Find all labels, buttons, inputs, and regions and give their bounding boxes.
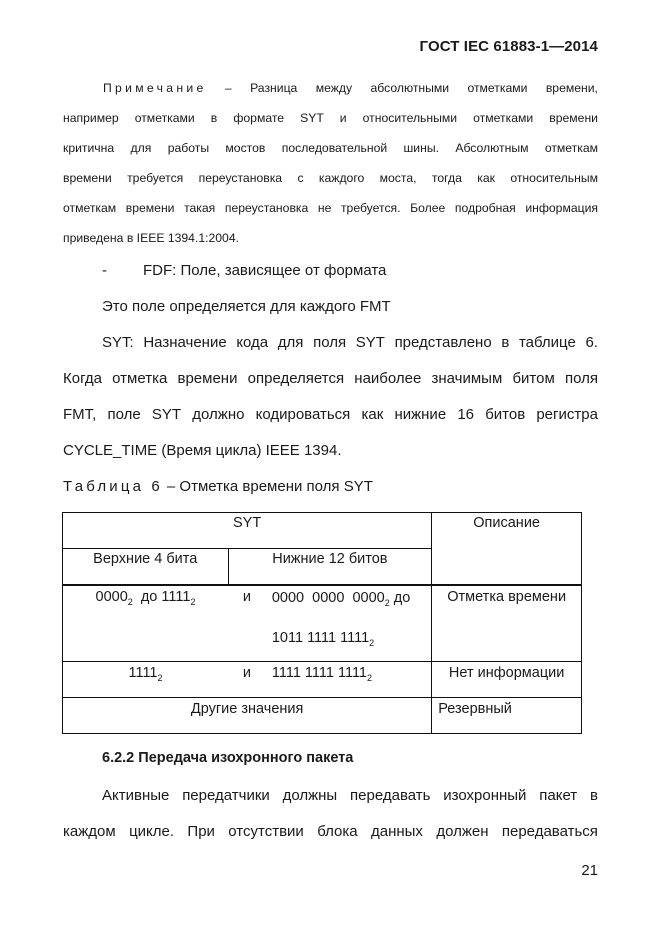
word: в xyxy=(590,787,598,804)
header-upper-bits: Верхние 4 бита xyxy=(63,549,229,585)
page-number: 21 xyxy=(581,862,598,879)
note-line-4: времени требуется переустановка с каждого моста, тогда как относительным xyxy=(63,171,598,185)
table-caption-label: Таблица xyxy=(63,478,145,495)
word: поле xyxy=(107,406,141,423)
syt-paragraph xyxy=(63,325,598,469)
table-row xyxy=(63,585,582,662)
final-para-line-1 xyxy=(63,778,598,814)
word: должны xyxy=(282,787,338,804)
note-label: Примечание xyxy=(103,81,207,95)
cell-description: Отметка времени xyxy=(432,585,582,662)
header-lower-bits: Нижние 12 битов xyxy=(228,549,432,585)
word: изохронный xyxy=(443,787,527,804)
word: битом xyxy=(512,370,555,387)
cell-conj: и xyxy=(228,585,266,662)
header-syt: SYT xyxy=(63,513,432,549)
note-line-2: например отметками в формате SYT и относительными отметками времени xyxy=(63,111,598,125)
cell-upper: $1111_2$ xyxy=(63,662,229,698)
word: 16 xyxy=(457,406,475,423)
word: данных xyxy=(370,823,423,840)
word: в xyxy=(501,334,510,351)
word: FMT, xyxy=(63,406,97,423)
word: регистра xyxy=(536,406,598,423)
note-line-3: критична для работы мостов последовательной шины. Абсолютным отметкам xyxy=(63,141,598,155)
word: значимым xyxy=(431,370,503,387)
final-paragraph xyxy=(63,778,598,850)
final-para-line-2 xyxy=(63,814,598,850)
section-heading xyxy=(102,750,353,766)
table-caption xyxy=(63,478,373,495)
word: цикле. xyxy=(129,823,175,840)
word: 6. xyxy=(585,334,598,351)
word: должно xyxy=(192,406,245,423)
word: нижние xyxy=(394,406,447,423)
word: блока xyxy=(317,823,358,840)
cell-lower: 1111 1111 $1111_2$ xyxy=(266,662,432,698)
bullet-dash: - xyxy=(102,262,107,279)
word: должен xyxy=(436,823,489,840)
table-caption-title: – Отметка времени поля SYT xyxy=(166,478,373,495)
word: Назначение xyxy=(143,334,227,351)
cell-description: Резервный xyxy=(432,698,582,734)
word: наиболее xyxy=(354,370,422,387)
word: передаваться xyxy=(501,823,598,840)
note-line-6: приведена в IEEE 1394.1:2004. xyxy=(63,231,239,245)
note-line-1: Примечание – Разница между абсолютными отметками времени, xyxy=(63,73,598,103)
word: передавать xyxy=(350,787,431,804)
word: кода xyxy=(236,334,269,351)
word: поля xyxy=(564,370,598,387)
table-row xyxy=(63,698,582,734)
header-description: Описание xyxy=(432,513,582,585)
word: пакет xyxy=(539,787,578,804)
word: каждом xyxy=(63,823,116,840)
word: кодироваться xyxy=(255,406,351,423)
section-title: Передача изохронного пакета xyxy=(138,750,354,766)
word: SYT xyxy=(355,334,385,351)
table-header-row xyxy=(63,513,582,549)
section-number: 6.2.2 xyxy=(102,750,135,766)
syt-para-line-2 xyxy=(63,361,598,397)
word: определяется xyxy=(247,370,345,387)
document-header: ГОСТ IEC 61883-1—2014 xyxy=(419,38,598,55)
cell-other-values: Другие значения xyxy=(63,698,432,734)
syt-para-line-1 xyxy=(63,325,598,361)
word: отметка xyxy=(112,370,168,387)
word: для xyxy=(277,334,304,351)
word: SYT: xyxy=(102,334,134,351)
word: Активные xyxy=(102,787,170,804)
table-caption-number: 6 xyxy=(151,478,160,495)
word: времени xyxy=(177,370,238,387)
word: отсутствии xyxy=(228,823,304,840)
cell-upper: $0000_2$ до $1111_2$ xyxy=(63,585,229,662)
syt-table xyxy=(62,512,582,734)
word: SYT xyxy=(151,406,182,423)
note-line-5: отметкам времени такая переустановка не требуется. Более подробная информация xyxy=(63,201,598,215)
word: как xyxy=(361,406,384,423)
word: При xyxy=(187,823,215,840)
cell-lower: 0000 0000 $0000_2$ до 1011 1111 $1111_2$ xyxy=(266,585,432,662)
word: Когда xyxy=(63,370,102,387)
word: битов xyxy=(485,406,526,423)
cell-conj: и xyxy=(228,662,266,698)
cell-description: Нет информации xyxy=(432,662,582,698)
syt-para-line-3 xyxy=(63,397,598,433)
bullet-text: FDF: Поле, зависящее от формата xyxy=(143,262,387,279)
fmt-line: Это поле определяется для каждого FMT xyxy=(102,298,391,315)
word: поля xyxy=(313,334,347,351)
word: передатчики xyxy=(182,787,270,804)
note-block xyxy=(63,73,598,253)
word: таблице xyxy=(518,334,576,351)
table-row xyxy=(63,662,582,698)
word: представлено xyxy=(394,334,492,351)
syt-para-line-4: CYCLE_TIME (Время цикла) IEEE 1394. xyxy=(63,442,342,459)
